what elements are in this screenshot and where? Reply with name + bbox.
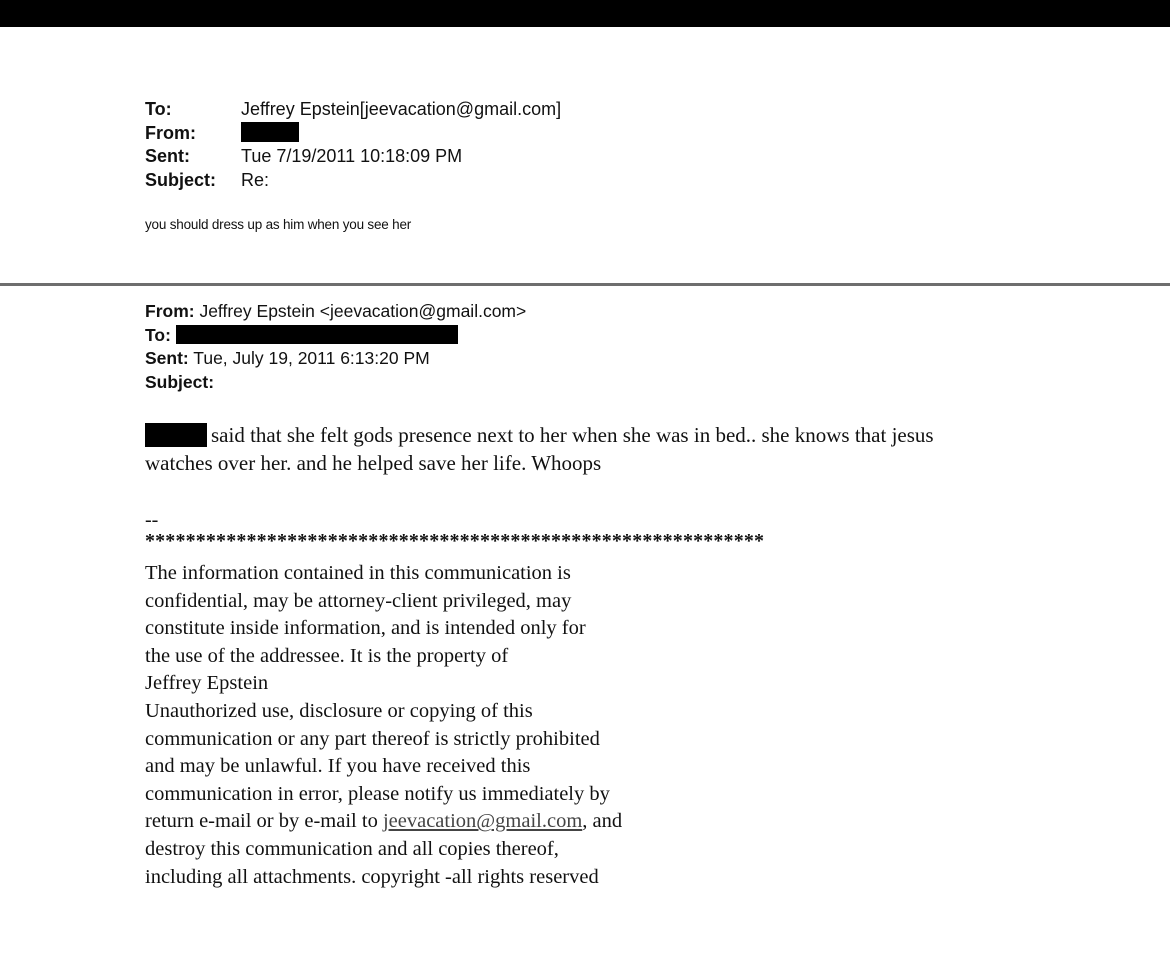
disclaimer-line: communication or any part thereof is strictly prohibited	[145, 727, 600, 750]
email2-from-value: Jeffrey Epstein <jeevacation@gmail.com>	[199, 301, 527, 321]
disclaimer-text: , and	[582, 810, 623, 833]
disclaimer-line: confidential, may be attorney-client privileged, may	[145, 589, 572, 612]
email2-from-row	[145, 300, 526, 324]
disclaimer-text: return e-mail or by e-mail to	[145, 810, 383, 833]
email1-from-row	[145, 122, 561, 146]
top-black-bar	[0, 0, 1170, 27]
email1-from-redacted	[241, 122, 299, 146]
email2-subject-row	[145, 371, 526, 395]
disclaimer-line-with-link	[145, 808, 622, 836]
email1-sent-row	[145, 145, 561, 169]
disclaimer-line: Jeffrey Epstein	[145, 672, 269, 695]
signature-dash: --	[145, 509, 159, 531]
email1-from-label: From:	[145, 122, 196, 143]
email-divider	[0, 283, 1170, 286]
redaction-bar	[176, 325, 458, 344]
email1-subject-row	[145, 169, 561, 193]
email1-to-row	[145, 98, 561, 122]
email2-subject-label: Subject:	[145, 371, 215, 392]
email1-sent-value: Tue 7/19/2011 10:18:09 PM	[241, 146, 463, 166]
email1-body: you should dress up as him when you see her	[145, 217, 412, 232]
email2-body	[145, 422, 934, 477]
email2-to-row	[145, 324, 526, 348]
email2-body-line2: watches over her. and he helped save her life. Whoops	[145, 450, 602, 475]
redaction-bar	[145, 423, 207, 447]
disclaimer-line: the use of the addressee. It is the property of	[145, 644, 509, 667]
disclaimer-line: and may be unlawful. If you have received this	[145, 755, 531, 778]
email2-sent-label: Sent:	[145, 348, 189, 368]
email2-from-label: From:	[145, 301, 195, 321]
disclaimer-line: The information contained in this communication is	[145, 562, 571, 584]
email2-to-label: To:	[145, 324, 171, 345]
disclaimer-line: Unauthorized use, disclosure or copying of this	[145, 699, 533, 722]
asterisk-separator: *************************************************************	[145, 530, 765, 552]
redaction-bar	[241, 122, 299, 142]
email1-subject-label: Subject:	[145, 169, 217, 190]
email1-header	[145, 98, 561, 192]
email1-to-label: To:	[145, 99, 172, 119]
email2-header	[145, 300, 526, 394]
confidentiality-disclaimer	[145, 560, 622, 891]
email2-sent-value: Tue, July 19, 2011 6:13:20 PM	[193, 348, 430, 368]
email2-sent-row	[145, 347, 526, 371]
disclaimer-line: including all attachments. copyright -all rights reserved	[145, 865, 599, 888]
disclaimer-line: communication in error, please notify us immediately by	[145, 782, 610, 805]
email-link[interactable]: jeevacation@gmail.com	[382, 810, 583, 833]
email2-body-line1: said that she felt gods presence next to her when she was in bed.. she knows that jesus	[211, 423, 934, 447]
email1-sent-label: Sent:	[145, 146, 190, 166]
email1-subject-value: Re:	[241, 169, 270, 190]
email2-body-line	[145, 422, 934, 450]
disclaimer-line: constitute inside information, and is intended only for	[145, 617, 586, 640]
disclaimer-line: destroy this communication and all copies thereof,	[145, 837, 559, 860]
email1-to-value: Jeffrey Epstein[jeevacation@gmail.com]	[241, 99, 562, 119]
